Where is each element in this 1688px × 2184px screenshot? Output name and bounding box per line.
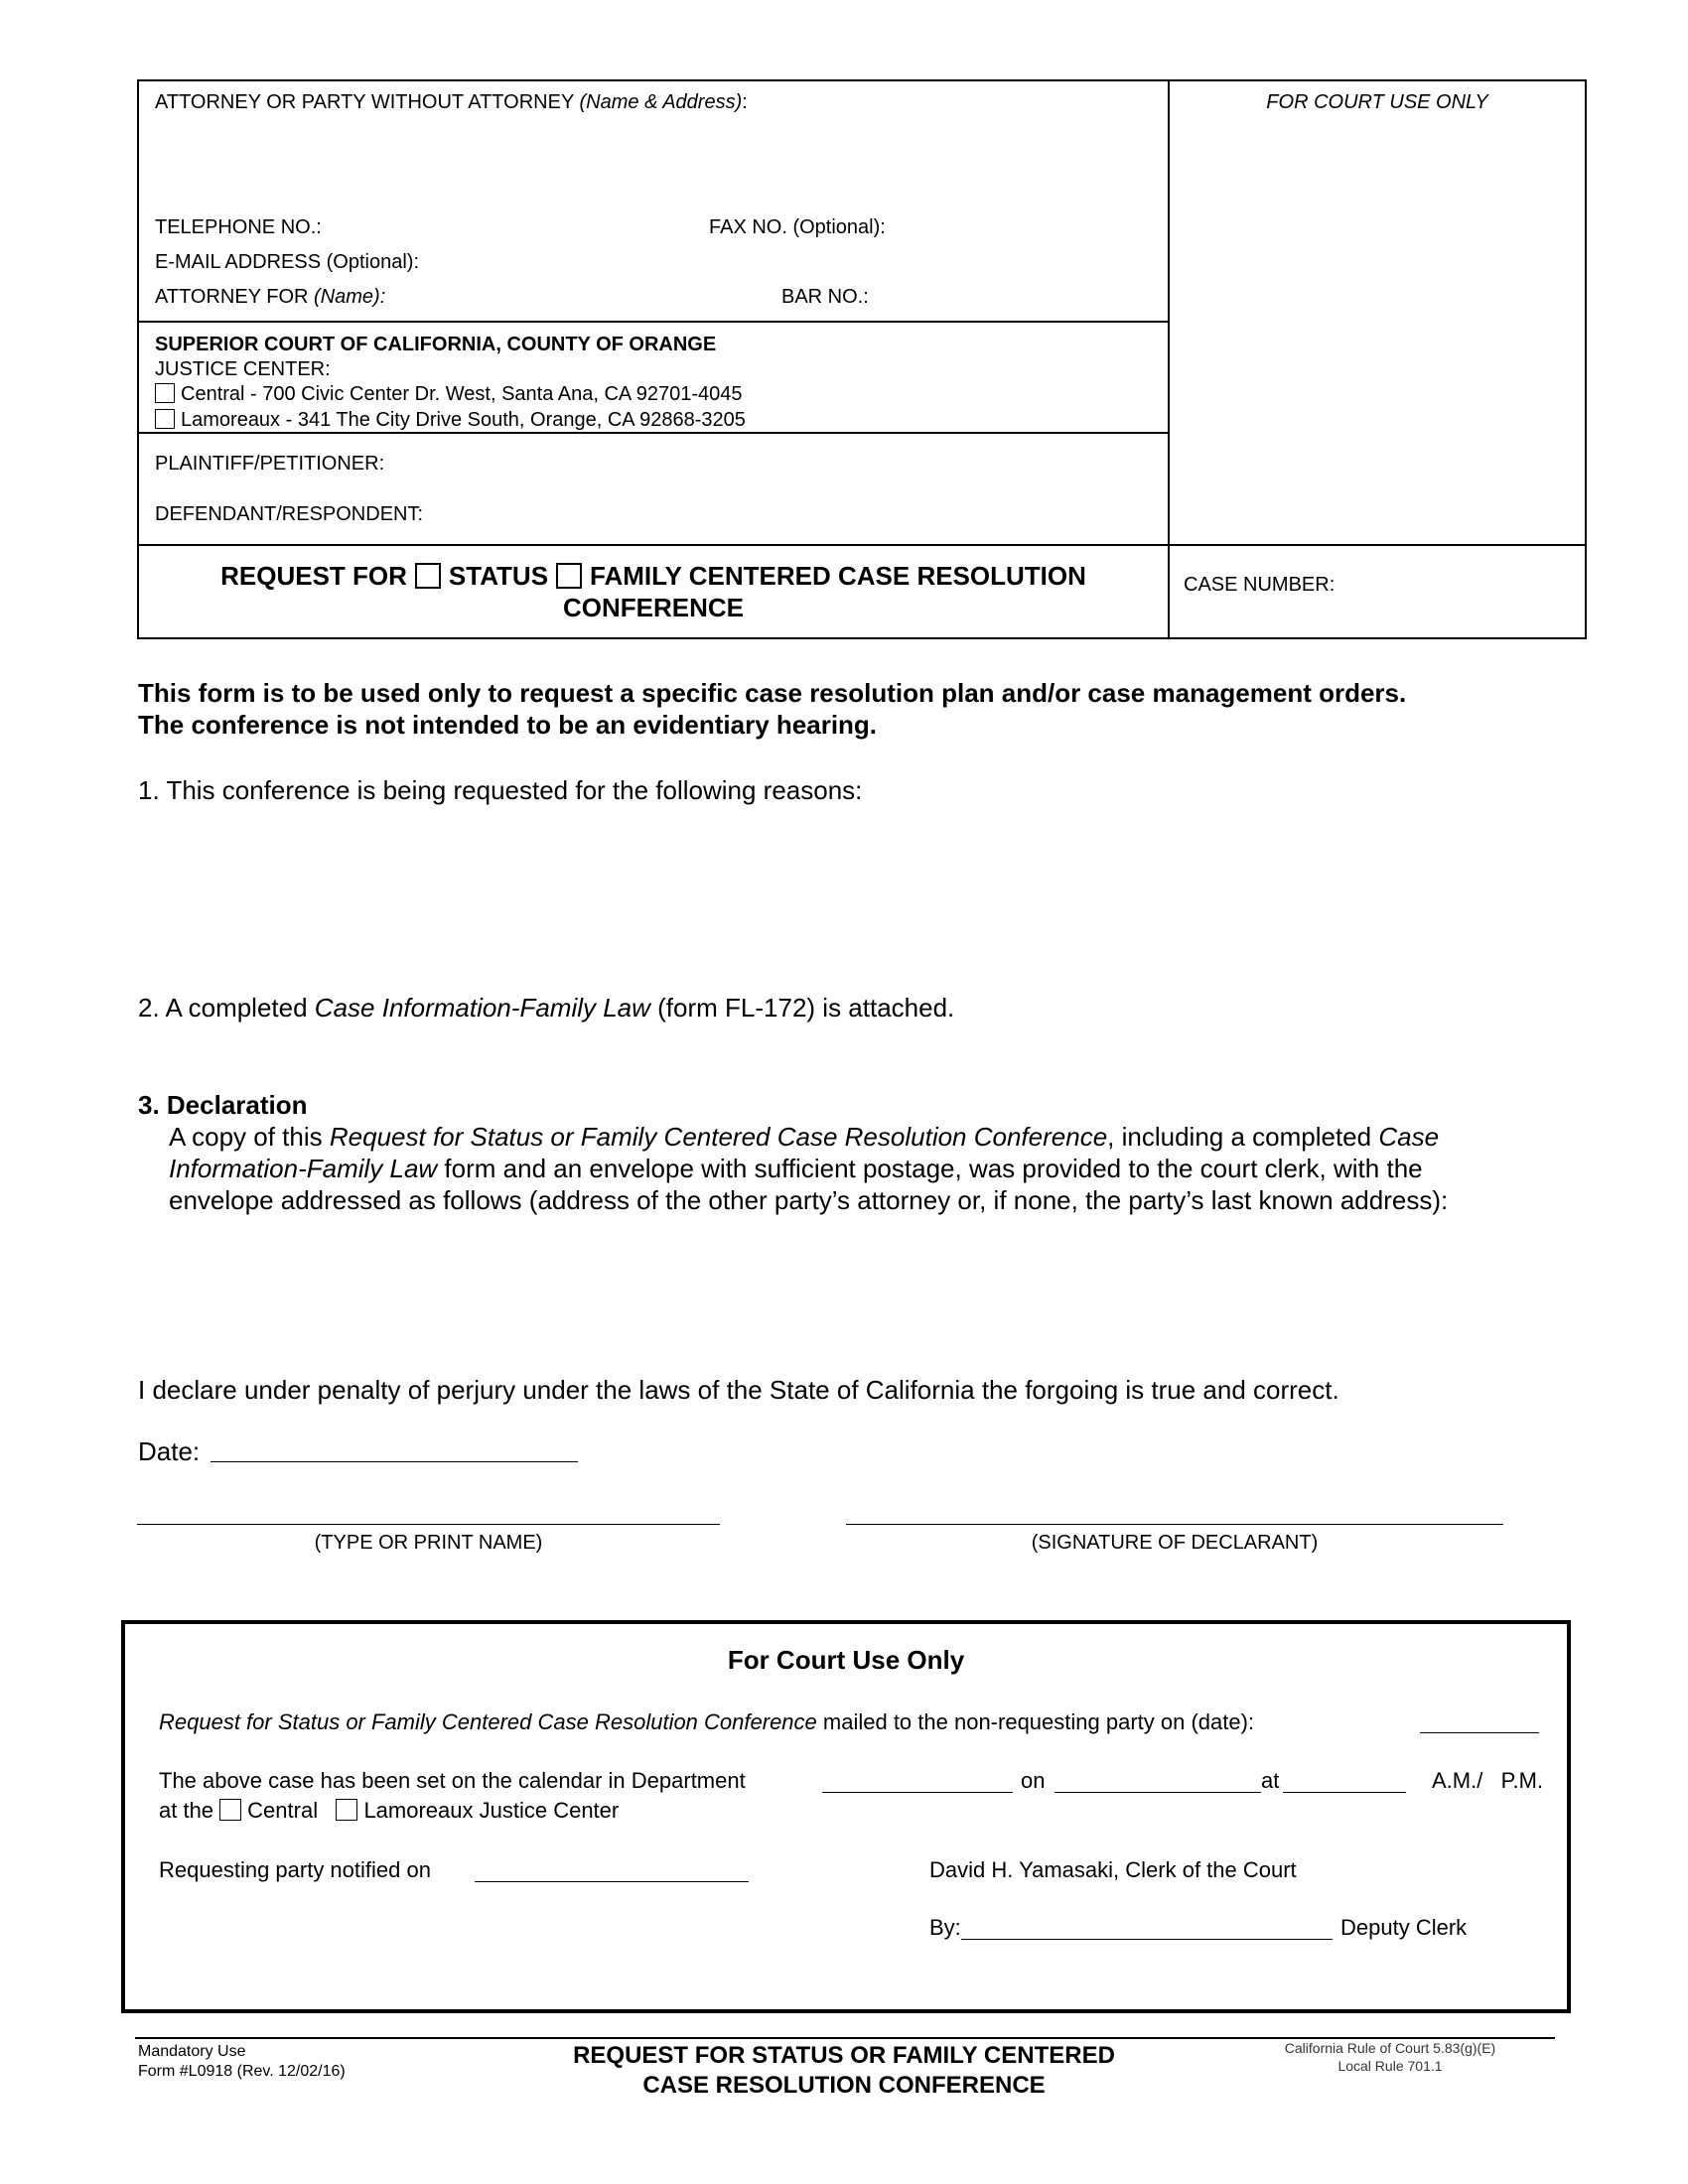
by-label: By: (929, 1915, 961, 1940)
notified-date-field[interactable] (475, 1881, 749, 1882)
court-lamoreaux-checkbox[interactable] (336, 1799, 357, 1821)
deputy-clerk-label: Deputy Clerk (1340, 1915, 1468, 1940)
form-number: Form #L0918 (Rev. 12/02/16) (138, 2063, 346, 2080)
footer-title-line2: CASE RESOLUTION CONFERENCE (642, 2072, 1046, 2099)
form-title-line2: CONFERENCE (562, 593, 744, 622)
date-label: Date: (138, 1436, 201, 1466)
fax-label: FAX NO. (Optional): (709, 216, 886, 238)
for-court-use-only: FOR COURT USE ONLY (1266, 91, 1488, 113)
footer-title-line1: REQUEST FOR STATUS OR FAMILY CENTERED (573, 2042, 1115, 2069)
attorney-for-label: ATTORNEY FOR (Name): (155, 286, 386, 308)
item-2: 2. A completed Case Information-Family Law (form FL-172) is attached. (138, 993, 955, 1023)
deputy-signature-field[interactable] (961, 1939, 1333, 1940)
case-number-label: CASE NUMBER: (1184, 574, 1336, 596)
lamoreaux-option: Lamoreaux - 341 The City Drive South, Orange, CA 92868-3205 (155, 409, 746, 432)
justice-center-label: JUSTICE CENTER: (155, 358, 331, 380)
caption-box (137, 79, 1587, 639)
lamoreaux-checkbox[interactable] (155, 409, 175, 429)
at-the-line: at the Central Lamoreaux Justice Center (159, 1798, 620, 1823)
perjury-statement: I declare under penalty of perjury under the laws of the State of California the forgoing is true and correct. (138, 1375, 1339, 1405)
am-pm-label: A.M./ P.M. (1432, 1768, 1544, 1793)
plaintiff-label: PLAINTIFF/PETITIONER: (155, 453, 385, 475)
email-label: E-MAIL ADDRESS (Optional): (155, 251, 420, 273)
mandatory-use: Mandatory Use (138, 2043, 246, 2060)
print-name-field[interactable] (137, 1524, 720, 1525)
rule-of-court: California Rule of Court 5.83(g)(E) (1284, 2040, 1496, 2056)
on-label: on (1021, 1768, 1046, 1793)
local-rule: Local Rule 701.1 (1337, 2058, 1443, 2074)
divider-court (137, 321, 1169, 323)
central-checkbox[interactable] (155, 383, 175, 403)
date-field[interactable] (211, 1461, 578, 1462)
time-field[interactable] (1283, 1792, 1406, 1793)
court-use-title: For Court Use Only (727, 1645, 965, 1675)
court-central-checkbox[interactable] (219, 1799, 241, 1821)
family-centered-checkbox[interactable] (556, 563, 582, 589)
divider-title (137, 544, 1587, 546)
intro-line2: The conference is not intended to be an evidentiary hearing. (138, 710, 878, 740)
calendar-date-field[interactable] (1055, 1792, 1261, 1793)
item-1: 1. This conference is being requested for the following reasons: (138, 775, 863, 805)
intro-line1: This form is to be used only to request a specific case resolution plan and/or case management orders. (138, 678, 1407, 708)
item-3-line3: envelope addressed as follows (address of the other party’s attorney or, if none, the party’s last known address): (169, 1185, 1449, 1215)
item-3-line1: A copy of this Request for Status or Family Centered Case Resolution Conference, including a completed Case (169, 1122, 1440, 1152)
court-name: SUPERIOR COURT OF CALIFORNIA, COUNTY OF ORANGE (155, 334, 717, 355)
clerk-name: David H. Yamasaki, Clerk of the Court (929, 1857, 1297, 1882)
item-3-line2: Information-Family Law form and an envelope with sufficient postage, was provided to the court clerk, with the (169, 1154, 1423, 1183)
status-checkbox[interactable] (415, 563, 441, 589)
attorney-label: ATTORNEY OR PARTY WITHOUT ATTORNEY (Name & Address): (155, 91, 748, 113)
mailed-line: Request for Status or Family Centered Case Resolution Conference mailed to the non-requesting party on (date): (159, 1709, 1255, 1734)
signature-field[interactable] (846, 1524, 1503, 1525)
divider-parties (137, 432, 1169, 434)
bar-no-label: BAR NO.: (781, 286, 869, 308)
mailed-date-field[interactable] (1420, 1732, 1539, 1733)
at-label: at (1261, 1768, 1280, 1793)
caption-divider (1168, 79, 1170, 639)
print-name-label: (TYPE OR PRINT NAME) (314, 1532, 543, 1554)
footer-rule (135, 2037, 1555, 2039)
telephone-label: TELEPHONE NO.: (155, 216, 322, 238)
notified-label: Requesting party notified on (159, 1857, 431, 1882)
set-calendar-text: The above case has been set on the calendar in Department (159, 1768, 746, 1793)
item-3-heading: 3. Declaration (138, 1090, 308, 1120)
defendant-label: DEFENDANT/RESPONDENT: (155, 503, 424, 525)
form-title: REQUEST FOR STATUS FAMILY CENTERED CASE RESOLUTION (220, 561, 1086, 591)
central-option: Central - 700 Civic Center Dr. West, Santa Ana, CA 92701-4045 (155, 383, 743, 406)
signature-label: (SIGNATURE OF DECLARANT) (1031, 1532, 1319, 1554)
department-field[interactable] (822, 1792, 1013, 1793)
